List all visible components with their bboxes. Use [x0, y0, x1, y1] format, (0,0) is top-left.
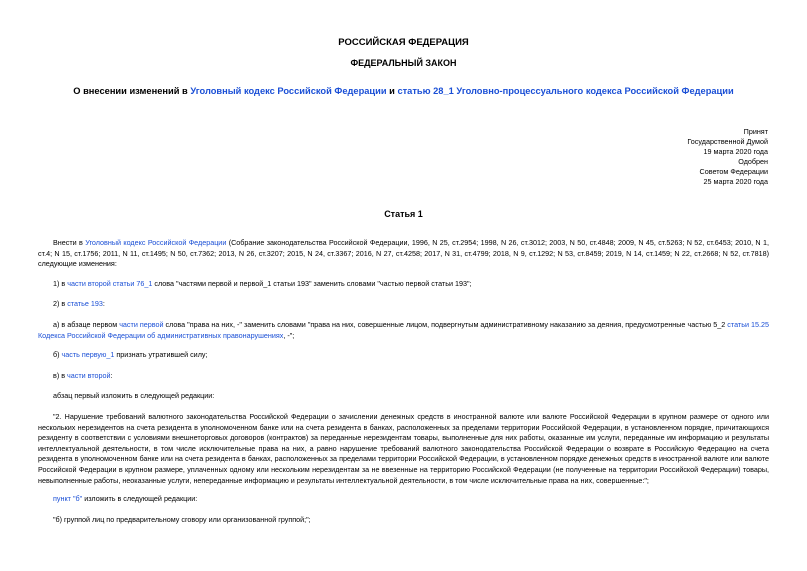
approved-date: 25 марта 2020 года — [703, 177, 768, 186]
part-one-link[interactable]: части первой — [119, 320, 164, 329]
title-text: О внесении изменений в — [73, 86, 191, 96]
approved-by: Советом Федерации — [699, 167, 768, 176]
item-2a — [38, 320, 769, 341]
paragraph-text: (Собрание законодательства Российской Федерации, 1996, N 25, ст.2954; 1998, N 26, ст.3012; 2003, N 50, ст.4848; 2009, N 45, ст.5263; N 52, ст.6453; 2010, N 1, ст.4; N 15, ст.1756; 2011, N 11, ст.1495; N 50, ст.7362; 2013, N 26, ст.3207; 2015, N 24, ст.3367; 2016, N 27, ст.4258; 2017, N 31, ст.4799; 2018, N 9, ст.1292; N 53, ст.8459; 2019, N 14, ст.1459; N 22, ст.2668; N 52, ст.7818) следующие изменения: — [38, 238, 769, 269]
paragraph-text: признать утратившей силу; — [114, 350, 208, 359]
criminal-code-link[interactable]: Уголовный кодекс Российской Федерации — [190, 86, 387, 96]
paragraph-text: : — [110, 371, 113, 380]
paragraph-text: : — [102, 299, 105, 308]
law-type-heading: ФЕДЕРАЛЬНЫЙ ЗАКОН — [350, 58, 457, 68]
adopted-label: Принят — [743, 127, 768, 136]
paragraph-text: 1) в — [53, 279, 68, 288]
paragraph-text: 2) в — [53, 299, 68, 308]
adoption-block — [687, 127, 768, 187]
paragraph-text: слова "права на них, -" заменить словами "права на них, совершенные лицом, подвергнутым административному наказанию за деяния, предусмотренные частью 5_2 — [163, 320, 728, 329]
article-heading: Статья 1 — [384, 209, 423, 219]
quoted-amendment: "2. Нарушение требований валютного законодательства Российской Федерации о зачислении денежных средств в иностранной валюте или валюте Российской Федерации в крупном размере от одного или нескольких нерезидентов на счета резидента в уполномоченном банке или на счета резидента в банках, расположенных за пределами территории Российской Федерации, в установленном порядке, причитающихся резиденту в соответствии с условиями внешнеторговых договоров (контрактов) за переданные нерезидентам товары, выполненные для них работы, оказанные им услуги, переданные им информацию и результаты интеллектуальной деятельности, в том числе исключительные права на них, а равно нарушение требований валютного законодательства Российской Федерации о возврате в Российскую Федерацию на счета резидента в уполномоченном банке или на счета резидента в банках, расположенных за пределами территории Российской Федерации, в установленном порядке денежных средств в иностранной валюте или валюте Российской Федерации в крупном размере, уплаченных одному или нескольким нерезидентам за не ввезенные на территорию Российской Федерации (не полученные на территории Российской Федерации) товары, невыполненные работы, неоказанные услуги, непереданные информацию и результаты интеллектуальной деятельности, в том числе исключительные права на них, совершенные:"; — [38, 412, 769, 485]
abzac-paragraph: абзац первый изложить в следующей редакции: — [53, 391, 215, 400]
paragraph-text: изложить в следующей редакции: — [82, 494, 198, 503]
koap-article-link[interactable]: статьи 15.25 Кодекса Российской Федерации об административных правонарушениях — [38, 320, 769, 340]
article-193-link[interactable]: статье 193 — [67, 299, 103, 308]
paragraph-text: в) в — [53, 371, 68, 380]
criminal-procedure-article-link[interactable]: статью 28_1 Уголовно-процессуального кодекса Российской Федерации — [397, 86, 734, 96]
paragraph-text: а) в абзаце первом — [53, 320, 120, 329]
part-two-link[interactable]: части второй — [67, 371, 111, 380]
punkt-paragraph — [38, 494, 769, 505]
adopted-date: 19 марта 2020 года — [703, 147, 768, 156]
paragraph-text: , -"; — [283, 330, 295, 340]
adopted-by: Государственной Думой — [687, 137, 768, 146]
title-text: и — [386, 86, 398, 96]
criminal-code-link[interactable]: Уголовный кодекс Российской Федерации — [85, 238, 227, 247]
article-76-1-link[interactable]: части второй статьи 76_1 — [67, 279, 153, 288]
law-title — [0, 86, 807, 96]
item-2b — [38, 350, 769, 361]
part-one-1-link[interactable]: часть первую_1 — [61, 350, 115, 359]
item-1 — [38, 279, 769, 290]
paragraph-text: слова "частями первой и первой_1 статьи 193" заменить словами "частью первой статьи 193"; — [152, 279, 472, 288]
paragraph-text: б) — [53, 350, 62, 359]
item-b-new: "б) группой лиц по предварительному сговору или организованной группой;"; — [53, 515, 311, 524]
item-2 — [38, 299, 769, 310]
item-2v — [38, 371, 769, 382]
paragraph-text: Внести в — [53, 238, 86, 247]
punkt-b-link[interactable]: пункт "б" — [53, 494, 83, 503]
intro-paragraph — [38, 238, 769, 270]
country-heading: РОССИЙСКАЯ ФЕДЕРАЦИЯ — [338, 37, 469, 48]
approved-label: Одобрен — [738, 157, 768, 166]
